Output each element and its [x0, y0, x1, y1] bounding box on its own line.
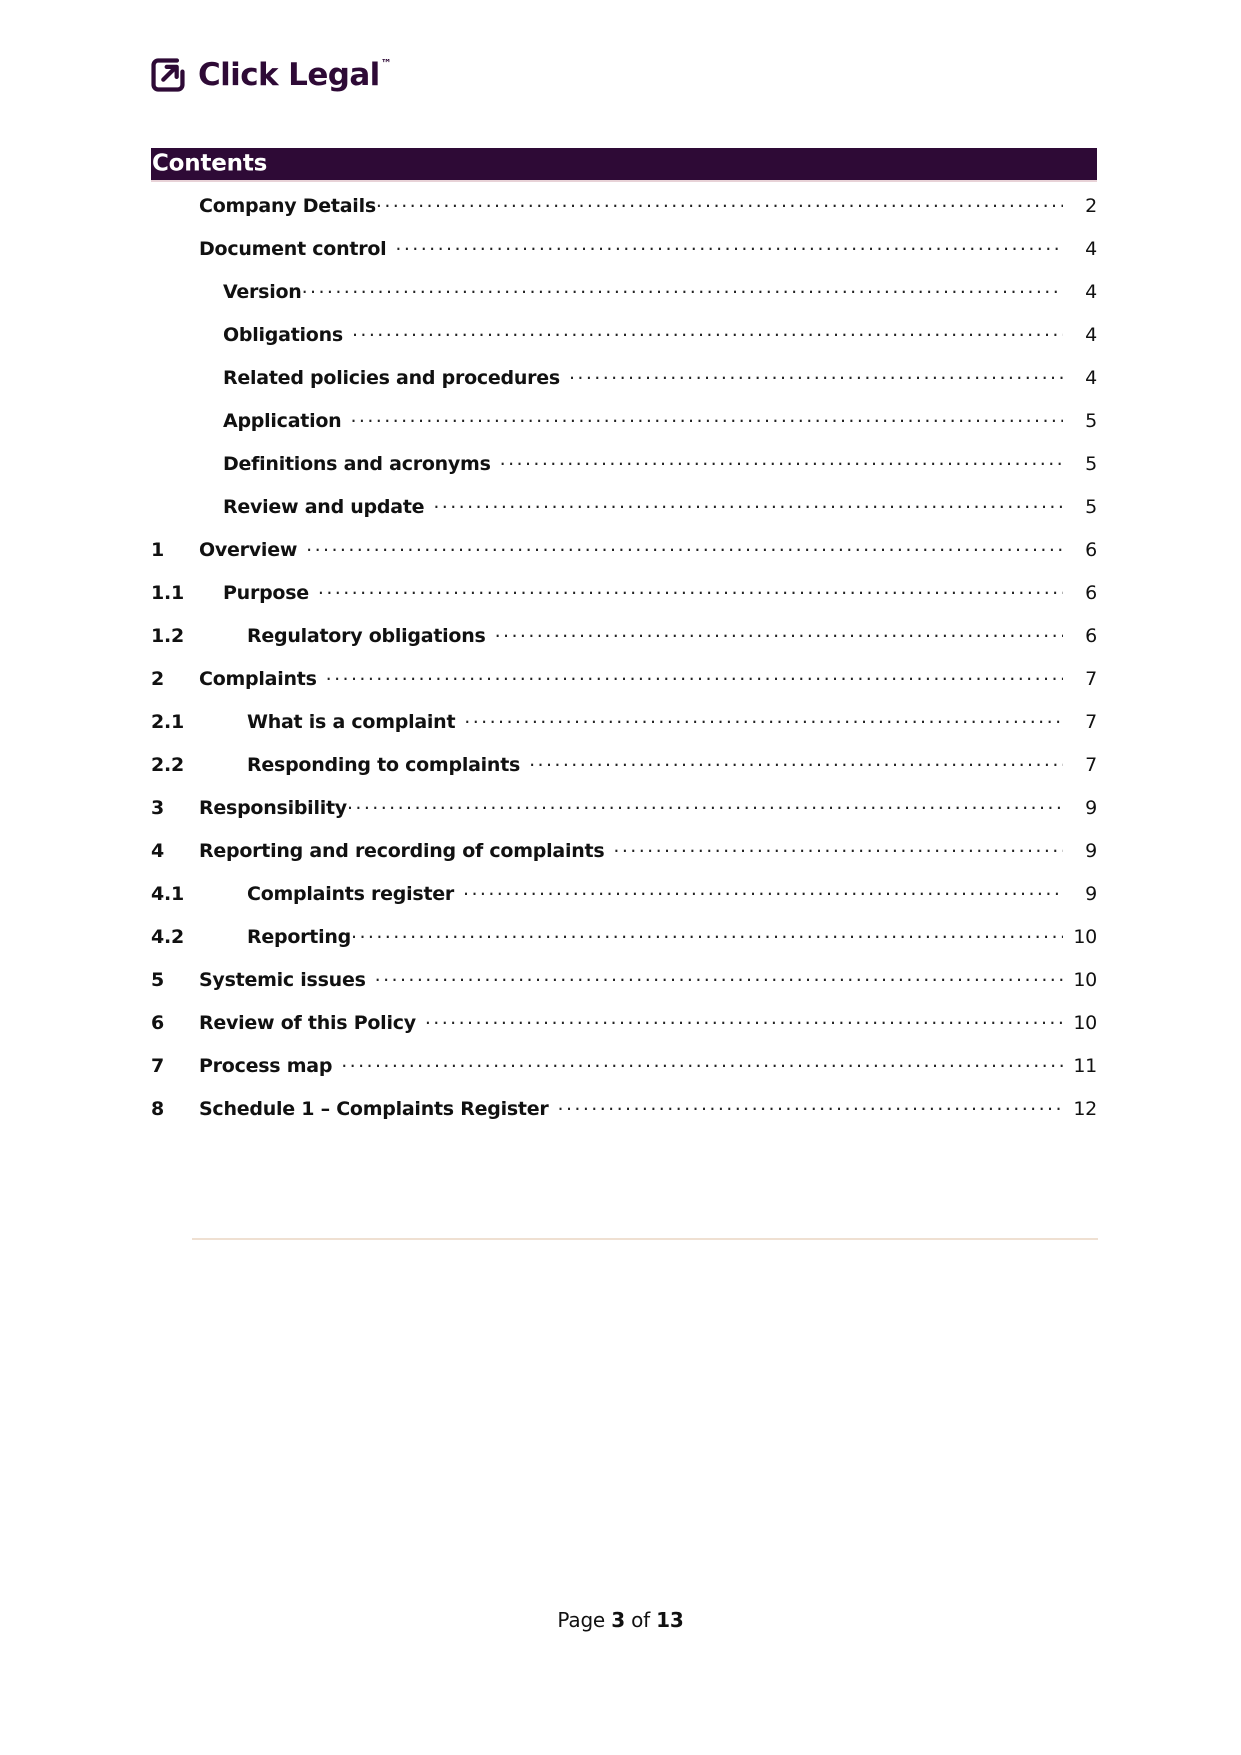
toc-entry-page-number: 11	[1073, 1055, 1097, 1077]
brand-wordmark	[198, 56, 392, 93]
toc-entry[interactable]	[151, 881, 1097, 924]
table-of-contents	[151, 193, 1097, 1139]
toc-leader-dots	[433, 494, 1063, 513]
footer-prefix: Page	[557, 1608, 612, 1632]
toc-entry-label: Systemic issues	[199, 969, 366, 991]
toc-leader-dots	[351, 924, 1063, 943]
page-footer	[0, 1608, 1241, 1632]
toc-entry-label: Review of this Policy	[199, 1012, 416, 1034]
footer-total-pages: 13	[656, 1608, 684, 1632]
toc-entry-label: Complaints register	[247, 883, 455, 905]
toc-entry[interactable]	[151, 709, 1097, 752]
toc-entry-label: Version	[223, 281, 302, 303]
toc-entry-label: Reporting and recording of complaints	[199, 840, 605, 862]
toc-entry-label: Purpose	[223, 582, 309, 604]
toc-entry[interactable]	[151, 365, 1097, 408]
toc-entry[interactable]	[151, 408, 1097, 451]
toc-entry-page-number: 9	[1085, 840, 1097, 862]
toc-entry-page-number: 4	[1085, 324, 1097, 346]
toc-leader-dots	[347, 795, 1063, 814]
toc-leader-dots	[318, 580, 1063, 599]
toc-entry[interactable]	[151, 580, 1097, 623]
toc-entry-label: What is a complaint	[247, 711, 456, 733]
toc-entry-page-number: 12	[1073, 1098, 1097, 1120]
toc-entry-label: Schedule 1 – Complaints Register	[199, 1098, 549, 1120]
toc-entry-label: Overview	[199, 539, 298, 561]
toc-entry-label: Responsibility	[199, 797, 347, 819]
toc-entry-page-number: 9	[1085, 797, 1097, 819]
toc-entry-page-number: 5	[1085, 453, 1097, 475]
brand-name: Click Legal	[198, 56, 380, 93]
toc-entry-page-number: 4	[1085, 238, 1097, 260]
contents-bar-underline	[151, 180, 1097, 182]
toc-entry-page-number: 4	[1085, 367, 1097, 389]
toc-entry-page-number: 10	[1073, 1012, 1097, 1034]
toc-entry-label: Process map	[199, 1055, 333, 1077]
toc-entry-number: 4.2	[151, 926, 184, 948]
toc-entry[interactable]	[151, 322, 1097, 365]
toc-entry-label: Definitions and acronyms	[223, 453, 491, 475]
toc-leader-dots	[352, 322, 1063, 341]
trademark-symbol: ™	[380, 57, 392, 71]
toc-entry-number: 4.1	[151, 883, 184, 905]
toc-leader-dots	[302, 279, 1063, 298]
toc-entry-label: Reporting	[247, 926, 352, 948]
toc-leader-dots	[558, 1096, 1063, 1115]
toc-entry-number: 2.1	[151, 711, 184, 733]
toc-entry-label: Application	[223, 410, 342, 432]
toc-entry[interactable]	[151, 494, 1097, 537]
contents-heading-text: Contents	[152, 150, 268, 177]
toc-entry-number: 4	[151, 840, 164, 862]
toc-leader-dots	[569, 365, 1063, 384]
toc-leader-dots	[495, 623, 1063, 642]
toc-leader-dots	[375, 967, 1063, 986]
toc-entry-page-number: 6	[1085, 539, 1097, 561]
toc-entry[interactable]	[151, 752, 1097, 795]
toc-entry-label: Complaints	[199, 668, 317, 690]
toc-entry-page-number: 6	[1085, 625, 1097, 647]
toc-entry[interactable]	[151, 279, 1097, 322]
toc-entry-number: 2.2	[151, 754, 184, 776]
toc-leader-dots	[529, 752, 1063, 771]
toc-entry-number: 1.2	[151, 625, 184, 647]
toc-entry-page-number: 4	[1085, 281, 1097, 303]
toc-leader-dots	[613, 838, 1063, 857]
toc-entry-label: Company Details	[199, 195, 376, 217]
toc-entry-number: 8	[151, 1098, 164, 1120]
toc-entry[interactable]	[151, 967, 1097, 1010]
toc-entry[interactable]	[151, 666, 1097, 709]
toc-entry[interactable]	[151, 795, 1097, 838]
toc-entry[interactable]	[151, 193, 1097, 236]
section-divider	[192, 1238, 1098, 1240]
toc-entry-label: Review and update	[223, 496, 425, 518]
toc-entry-label: Related policies and procedures	[223, 367, 560, 389]
toc-entry[interactable]	[151, 1096, 1097, 1139]
footer-middle: of	[624, 1608, 657, 1632]
toc-leader-dots	[341, 1053, 1063, 1072]
toc-entry-label: Document control	[199, 238, 387, 260]
toc-leader-dots	[350, 408, 1063, 427]
toc-entry[interactable]	[151, 451, 1097, 494]
toc-entry-page-number: 9	[1085, 883, 1097, 905]
toc-entry-page-number: 10	[1073, 926, 1097, 948]
toc-leader-dots	[464, 709, 1063, 728]
toc-leader-dots	[376, 193, 1063, 212]
toc-entry[interactable]	[151, 1010, 1097, 1053]
toc-leader-dots	[326, 666, 1063, 685]
toc-entry-page-number: 5	[1085, 410, 1097, 432]
footer-current-page: 3	[611, 1608, 625, 1632]
toc-entry-number: 3	[151, 797, 164, 819]
contents-heading-bar	[151, 148, 1097, 180]
toc-entry-page-number: 10	[1073, 969, 1097, 991]
external-link-square-icon	[151, 58, 185, 92]
toc-entry[interactable]	[151, 924, 1097, 967]
toc-entry-page-number: 7	[1085, 754, 1097, 776]
toc-entry-page-number: 7	[1085, 668, 1097, 690]
toc-entry-label: Responding to complaints	[247, 754, 521, 776]
toc-entry-number: 1	[151, 539, 164, 561]
toc-entry-number: 7	[151, 1055, 164, 1077]
toc-entry-number: 6	[151, 1012, 164, 1034]
toc-leader-dots	[395, 236, 1063, 255]
toc-entry-page-number: 2	[1085, 195, 1097, 217]
toc-leader-dots	[500, 451, 1063, 470]
toc-entry[interactable]	[151, 838, 1097, 881]
toc-entry-page-number: 5	[1085, 496, 1097, 518]
toc-entry-page-number: 6	[1085, 582, 1097, 604]
toc-entry-number: 1.1	[151, 582, 184, 604]
toc-leader-dots	[463, 881, 1063, 900]
toc-entry-number: 2	[151, 668, 164, 690]
toc-leader-dots	[425, 1010, 1063, 1029]
brand-header	[151, 58, 391, 92]
toc-entry[interactable]	[151, 623, 1097, 666]
toc-entry-label: Obligations	[223, 324, 343, 346]
toc-entry[interactable]	[151, 537, 1097, 580]
toc-entry[interactable]	[151, 1053, 1097, 1096]
toc-entry-number: 5	[151, 969, 164, 991]
toc-leader-dots	[306, 537, 1063, 556]
toc-entry[interactable]	[151, 236, 1097, 279]
toc-entry-page-number: 7	[1085, 711, 1097, 733]
toc-entry-label: Regulatory obligations	[247, 625, 486, 647]
